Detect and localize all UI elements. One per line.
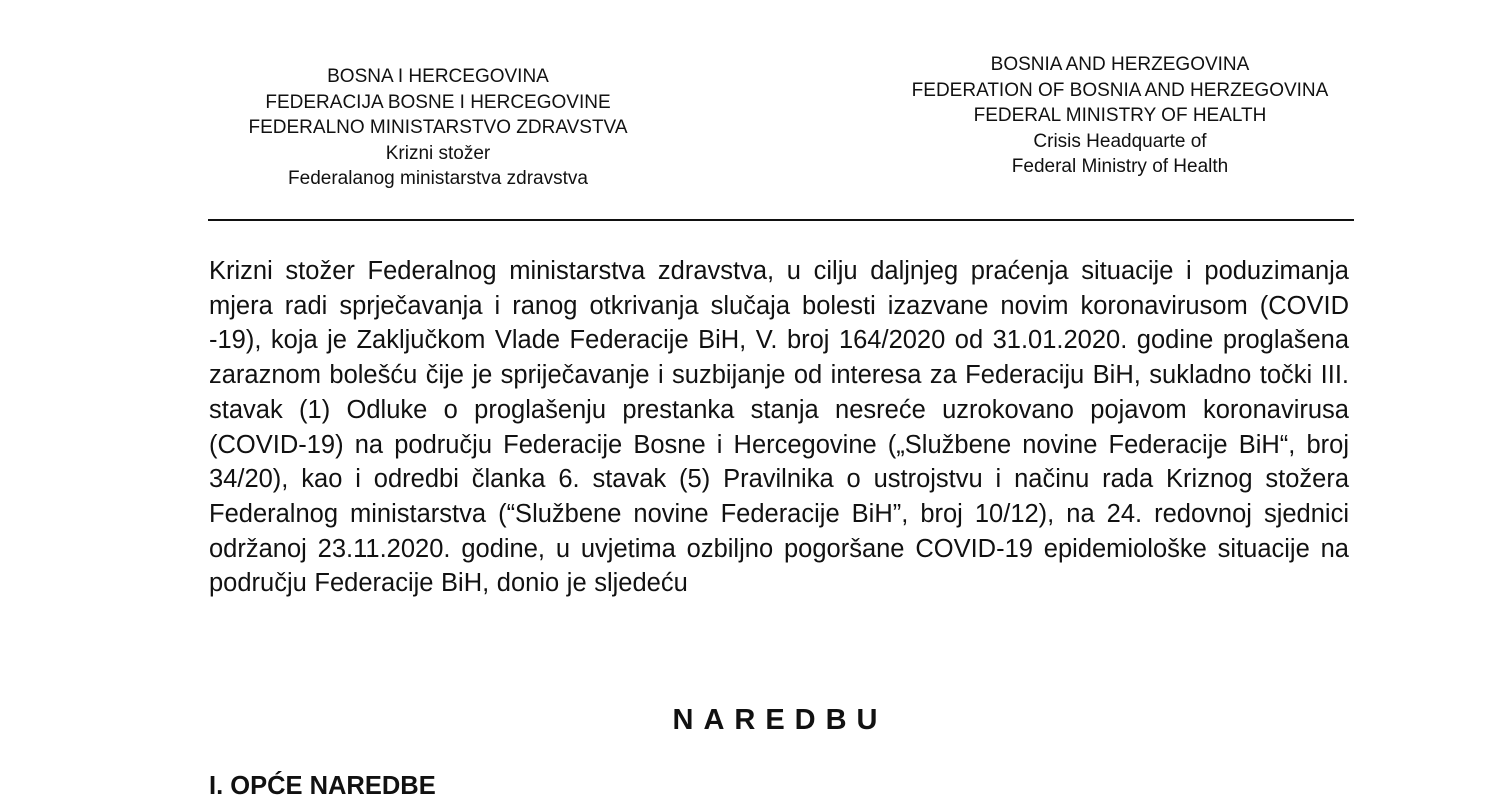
header-right-line: FEDERAL MINISTRY OF HEALTH <box>973 105 1267 126</box>
header-left <box>200 64 676 192</box>
header-left-line: Federalanog ministarstva zdravstva <box>288 168 588 189</box>
header-left-line: Krizni stožer <box>385 142 491 164</box>
document-heading: NAREDBU <box>672 704 888 736</box>
header-left-line: FEDERALNO MINISTARSTVO ZDRAVSTVA <box>248 117 628 138</box>
header-right <box>840 52 1400 180</box>
header-right-line: BOSNIA AND HERZEGOVINA <box>990 54 1250 75</box>
section-heading: I. OPĆE NAREDBE <box>209 772 436 800</box>
header-right-line: Federal Ministry of Health <box>1011 156 1229 177</box>
header-right-line: FEDERATION OF BOSNIA AND HERZEGOVINA <box>911 79 1329 101</box>
header-divider <box>208 219 1354 221</box>
body-paragraph: Krizni stožer Federalnog ministarstva zdravstva, u cilju daljnjeg praćenja situacije i poduzimanja mjera radi sprječavanja i ranog otkrivanja slučaja bolesti izazvane novim koronavirusom (COVID -19), koja je Zaključkom Vlade Federacije BiH, V. broj 164/2020 od 31.01.2020. godine proglašena zaraznom bolešću čije je spriječavanje i suzbijanje od interesa za Federaciju BiH, sukladno točki III. stavak (1) Odluke o proglašenju prestanka stanja nesreće uzrokovano pojavom koronavirusa (COVID-19) na području Federacije Bosne i Hercegovine („Službene novine Federacije BiH“, broj 34/20), kao i odredbi članka 6. stavak (5) Pravilnika o ustrojstvu i načinu rada Kriznog stožera Federalnog ministarstva (“Službene novine Federacije BiH”, broj 10/12), na 24. redovnoj sjednici održanoj 23.11.2020. godine, u uvjetima ozbiljno pogoršane COVID-19 epidemiološke situacije na području Federacije BiH, donio je sljedeću <box>209 257 1349 598</box>
header-left-line: FEDERACIJA BOSNE I HERCEGOVINE <box>265 91 611 113</box>
header-right-line: Crisis Headquarte of <box>1033 130 1207 152</box>
header-left-line: BOSNA I HERCEGOVINA <box>327 66 549 87</box>
